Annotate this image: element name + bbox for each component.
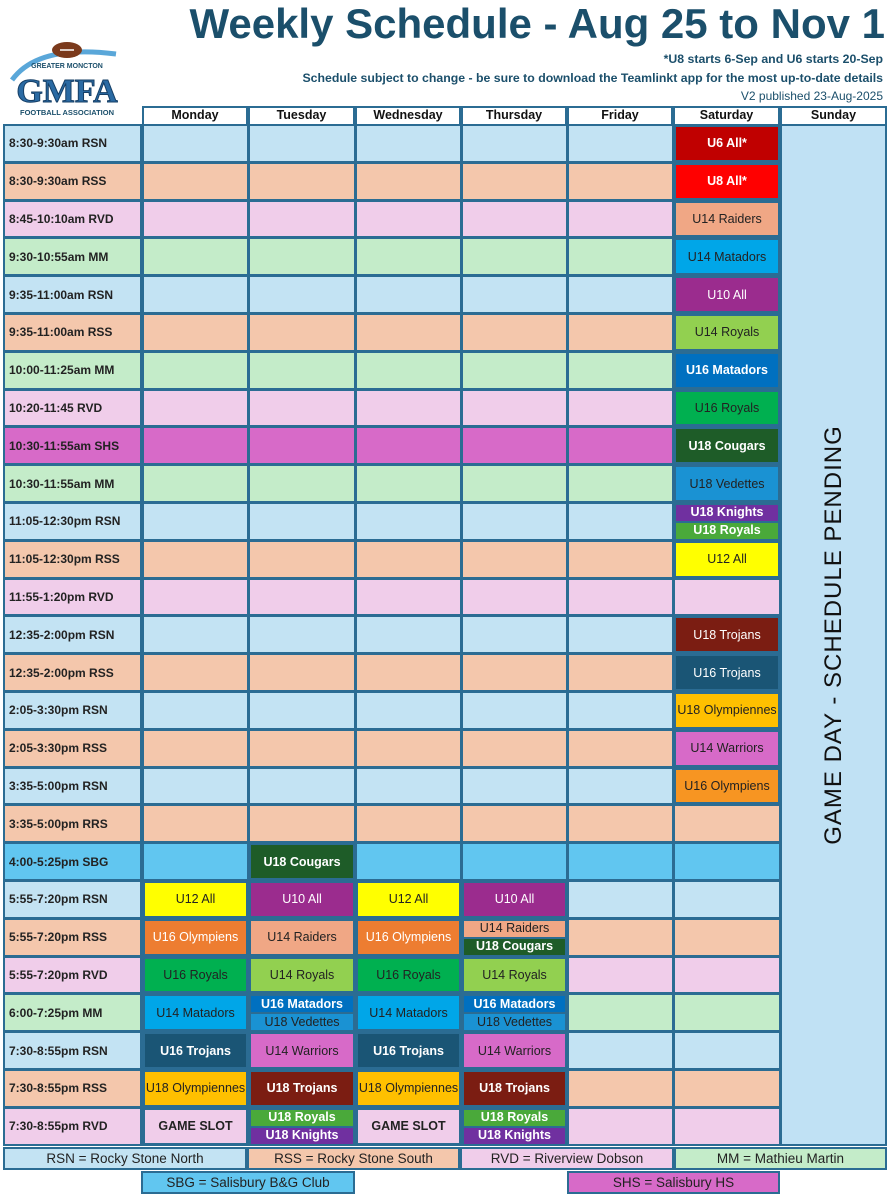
time-slot-label: 11:05-12:30pm RSN: [3, 502, 142, 541]
empty-slot: [355, 124, 462, 163]
empty-slot: [248, 351, 356, 390]
empty-slot: [567, 880, 674, 919]
event-block[interactable]: U10 All: [675, 277, 779, 312]
empty-slot: [248, 502, 356, 541]
empty-slot: [248, 200, 356, 239]
empty-slot: [142, 162, 249, 201]
empty-slot: [567, 275, 674, 314]
empty-slot: [142, 426, 249, 465]
empty-slot: [355, 237, 462, 276]
empty-slot: [567, 956, 674, 995]
empty-slot: [142, 691, 249, 730]
empty-slot: [567, 426, 674, 465]
empty-slot: [248, 275, 356, 314]
empty-slot: [567, 842, 674, 881]
logo-bottom-text: FOOTBALL ASSOCIATION: [19, 108, 115, 117]
empty-slot: [461, 275, 568, 314]
event-block[interactable]: U18 Cougars: [675, 428, 779, 463]
empty-slot: [461, 162, 568, 201]
empty-slot: [142, 464, 249, 503]
event-block[interactable]: U18 Royals: [463, 1109, 566, 1127]
empty-slot: [567, 464, 674, 503]
empty-slot: [461, 124, 568, 163]
event-block[interactable]: U18 Olympiennes: [144, 1071, 247, 1106]
empty-slot: [673, 956, 781, 995]
empty-slot: [673, 918, 781, 957]
event-block[interactable]: U16 Royals: [675, 391, 779, 426]
empty-slot: [461, 729, 568, 768]
event-block[interactable]: U18 Olympiennes: [357, 1071, 460, 1106]
event-block[interactable]: U18 Knights: [250, 1127, 354, 1145]
empty-slot: [567, 1107, 674, 1146]
empty-slot: [355, 502, 462, 541]
event-block[interactable]: U16 Matadors: [675, 353, 779, 388]
empty-slot: [142, 200, 249, 239]
empty-slot: [142, 653, 249, 692]
time-slot-label: 5:55-7:20pm RVD: [3, 956, 142, 995]
event-block[interactable]: U16 Trojans: [144, 1033, 247, 1068]
event-block[interactable]: U12 All: [357, 882, 460, 917]
event-block[interactable]: U14 Royals: [463, 958, 566, 993]
event-block[interactable]: U18 Vedettes: [463, 1013, 566, 1031]
event-block[interactable]: U18 Knights: [463, 1127, 566, 1145]
time-slot-label: 3:35-5:00pm RRS: [3, 804, 142, 843]
event-block[interactable]: U18 Trojans: [250, 1071, 354, 1106]
empty-slot: [142, 313, 249, 352]
page-title: Weekly Schedule - Aug 25 to Nov 1: [189, 0, 885, 47]
empty-slot: [355, 313, 462, 352]
empty-slot: [461, 389, 568, 428]
event-block[interactable]: U14 Royals: [250, 958, 354, 993]
day-header-thursday: Thursday: [461, 106, 567, 124]
day-header-wednesday: Wednesday: [355, 106, 461, 124]
empty-slot: [567, 993, 674, 1032]
empty-slot: [142, 804, 249, 843]
empty-slot: [567, 578, 674, 617]
empty-slot: [461, 426, 568, 465]
event-block[interactable]: U10 All: [463, 882, 566, 917]
time-slot-label: 2:05-3:30pm RSS: [3, 729, 142, 768]
event-block[interactable]: U14 Raiders: [463, 920, 566, 938]
event-block[interactable]: U16 Royals: [357, 958, 460, 993]
empty-slot: [673, 1031, 781, 1070]
empty-slot: [248, 653, 356, 692]
empty-slot: [567, 351, 674, 390]
event-block[interactable]: U14 Warriors: [250, 1033, 354, 1068]
empty-slot: [567, 615, 674, 654]
empty-slot: [673, 1069, 781, 1108]
empty-slot: [142, 351, 249, 390]
time-slot-label: 8:30-9:30am RSS: [3, 162, 142, 201]
empty-slot: [355, 615, 462, 654]
time-slot-label: 10:00-11:25am MM: [3, 351, 142, 390]
empty-slot: [567, 313, 674, 352]
empty-slot: [355, 842, 462, 881]
empty-slot: [355, 691, 462, 730]
empty-slot: [355, 464, 462, 503]
empty-slot: [673, 1107, 781, 1146]
empty-slot: [248, 124, 356, 163]
time-slot-label: 4:00-5:25pm SBG: [3, 842, 142, 881]
event-block[interactable]: U6 All*: [675, 126, 779, 161]
time-slot-label: 7:30-8:55pm RVD: [3, 1107, 142, 1146]
event-block[interactable]: U18 Olympiennes: [675, 693, 779, 728]
empty-slot: [355, 162, 462, 201]
event-block[interactable]: U14 Warriors: [675, 731, 779, 766]
event-block[interactable]: U14 Raiders: [250, 920, 354, 955]
time-slot-label: 10:20-11:45 RVD: [3, 389, 142, 428]
empty-slot: [142, 729, 249, 768]
event-block[interactable]: U18 Royals: [250, 1109, 354, 1127]
empty-slot: [567, 804, 674, 843]
event-block[interactable]: U16 Olympiens: [675, 769, 779, 804]
time-slot-label: 3:35-5:00pm RSN: [3, 767, 142, 806]
empty-slot: [673, 880, 781, 919]
time-slot-label: 8:45-10:10am RVD: [3, 200, 142, 239]
empty-slot: [355, 275, 462, 314]
day-header-sunday: Sunday: [780, 106, 887, 124]
empty-slot: [248, 464, 356, 503]
time-slot-label: 7:30-8:55pm RSN: [3, 1031, 142, 1070]
empty-slot: [461, 804, 568, 843]
empty-slot: [461, 691, 568, 730]
empty-slot: [248, 691, 356, 730]
empty-slot: [248, 313, 356, 352]
time-slot-label: 9:35-11:00am RSN: [3, 275, 142, 314]
empty-slot: [142, 275, 249, 314]
logo-main-text: GMFA: [16, 73, 118, 110]
event-block[interactable]: U18 Knights: [675, 504, 779, 522]
time-slot-label: 9:30-10:55am MM: [3, 237, 142, 276]
legend-item: SBG = Salisbury B&G Club: [141, 1171, 355, 1194]
event-block[interactable]: U14 Warriors: [463, 1033, 566, 1068]
empty-slot: [248, 578, 356, 617]
empty-slot: [461, 313, 568, 352]
empty-slot: [355, 578, 462, 617]
empty-slot: [567, 729, 674, 768]
empty-slot: [567, 918, 674, 957]
empty-slot: [567, 691, 674, 730]
time-slot-label: 10:30-11:55am SHS: [3, 426, 142, 465]
empty-slot: [567, 653, 674, 692]
time-slot-label: 5:55-7:20pm RSS: [3, 918, 142, 957]
empty-slot: [567, 1069, 674, 1108]
logo-top-text: GREATER MONCTON: [31, 63, 103, 70]
sunday-text: GAME DAY - SCHEDULE PENDING: [819, 425, 847, 845]
empty-slot: [142, 389, 249, 428]
empty-slot: [461, 502, 568, 541]
time-slot-label: 11:55-1:20pm RVD: [3, 578, 142, 617]
legend-item: RVD = Riverview Dobson: [460, 1147, 674, 1170]
empty-slot: [567, 1031, 674, 1070]
empty-slot: [355, 729, 462, 768]
empty-slot: [461, 578, 568, 617]
empty-slot: [355, 389, 462, 428]
empty-slot: [461, 237, 568, 276]
empty-slot: [355, 426, 462, 465]
time-slot-label: 5:55-7:20pm RSN: [3, 880, 142, 919]
empty-slot: [355, 804, 462, 843]
event-block[interactable]: GAME SLOT: [144, 1109, 247, 1144]
empty-slot: [673, 578, 781, 617]
event-block[interactable]: U12 All: [675, 542, 779, 577]
event-block[interactable]: U18 Cougars: [250, 844, 354, 879]
time-slot-label: 7:30-8:55pm RSS: [3, 1069, 142, 1108]
schedule-change-note: Schedule subject to change - be sure to download the Teamlinkt app for the most up-to-date details: [302, 71, 883, 85]
empty-slot: [567, 124, 674, 163]
legend-item: MM = Mathieu Martin: [674, 1147, 887, 1170]
legend-item: SHS = Salisbury HS: [567, 1171, 780, 1194]
empty-slot: [142, 502, 249, 541]
empty-slot: [673, 842, 781, 881]
event-block[interactable]: U16 Matadors: [250, 995, 354, 1013]
empty-slot: [248, 540, 356, 579]
empty-slot: [355, 200, 462, 239]
event-block[interactable]: U10 All: [250, 882, 354, 917]
empty-slot: [461, 653, 568, 692]
time-slot-label: 6:00-7:25pm MM: [3, 993, 142, 1032]
event-block[interactable]: U16 Olympiens: [144, 920, 247, 955]
empty-slot: [567, 389, 674, 428]
day-header-saturday: Saturday: [673, 106, 780, 124]
empty-slot: [673, 993, 781, 1032]
event-block[interactable]: U14 Matadors: [675, 239, 779, 274]
empty-slot: [355, 351, 462, 390]
empty-slot: [248, 615, 356, 654]
legend-item: RSN = Rocky Stone North: [3, 1147, 247, 1170]
event-block[interactable]: U8 All*: [675, 164, 779, 199]
event-block[interactable]: U16 Trojans: [675, 655, 779, 690]
empty-slot: [461, 767, 568, 806]
empty-slot: [355, 767, 462, 806]
legend-item: RSS = Rocky Stone South: [247, 1147, 460, 1170]
empty-slot: [248, 804, 356, 843]
empty-slot: [248, 162, 356, 201]
event-block[interactable]: U18 Vedettes: [675, 466, 779, 501]
day-header-friday: Friday: [567, 106, 673, 124]
empty-slot: [248, 389, 356, 428]
empty-slot: [248, 729, 356, 768]
event-block[interactable]: U14 Matadors: [357, 995, 460, 1030]
empty-slot: [142, 124, 249, 163]
version-note: V2 published 23-Aug-2025: [740, 89, 883, 103]
empty-slot: [142, 767, 249, 806]
day-header-monday: Monday: [142, 106, 248, 124]
empty-slot: [461, 615, 568, 654]
empty-slot: [355, 653, 462, 692]
event-block[interactable]: U16 Olympiens: [357, 920, 460, 955]
empty-slot: [142, 237, 249, 276]
sunday-game-day: [780, 124, 887, 1146]
empty-slot: [142, 842, 249, 881]
event-block[interactable]: U18 Vedettes: [250, 1013, 354, 1031]
empty-slot: [248, 237, 356, 276]
empty-slot: [461, 351, 568, 390]
empty-slot: [248, 767, 356, 806]
event-block[interactable]: U18 Trojans: [463, 1071, 566, 1106]
empty-slot: [461, 200, 568, 239]
time-slot-label: 2:05-3:30pm RSN: [3, 691, 142, 730]
time-slot-label: 8:30-9:30am RSN: [3, 124, 142, 163]
time-slot-label: 10:30-11:55am MM: [3, 464, 142, 503]
empty-slot: [673, 804, 781, 843]
empty-slot: [355, 540, 462, 579]
time-slot-label: 11:05-12:30pm RSS: [3, 540, 142, 579]
event-block[interactable]: U14 Matadors: [144, 995, 247, 1030]
empty-slot: [142, 578, 249, 617]
empty-slot: [142, 615, 249, 654]
time-slot-label: 12:35-2:00pm RSS: [3, 653, 142, 692]
event-block[interactable]: U16 Trojans: [357, 1033, 460, 1068]
event-block[interactable]: U18 Cougars: [463, 938, 566, 956]
event-block[interactable]: U16 Matadors: [463, 995, 566, 1013]
schedule-grid: [3, 106, 887, 1142]
empty-slot: [142, 540, 249, 579]
empty-slot: [567, 162, 674, 201]
event-block[interactable]: U18 Trojans: [675, 617, 779, 652]
event-block[interactable]: U12 All: [144, 882, 247, 917]
time-slot-label: 12:35-2:00pm RSN: [3, 615, 142, 654]
empty-slot: [461, 842, 568, 881]
empty-slot: [461, 464, 568, 503]
empty-slot: [567, 237, 674, 276]
day-header-tuesday: Tuesday: [248, 106, 355, 124]
empty-slot: [461, 540, 568, 579]
event-block[interactable]: U18 Royals: [675, 522, 779, 540]
empty-slot: [567, 502, 674, 541]
time-slot-label: 9:35-11:00am RSS: [3, 313, 142, 352]
empty-slot: [567, 767, 674, 806]
event-block[interactable]: U14 Royals: [675, 315, 779, 350]
event-block[interactable]: U14 Raiders: [675, 202, 779, 237]
event-block[interactable]: GAME SLOT: [357, 1109, 460, 1144]
start-dates-note: *U8 starts 6-Sep and U6 starts 20-Sep: [663, 52, 883, 66]
empty-slot: [248, 426, 356, 465]
empty-slot: [567, 540, 674, 579]
empty-slot: [567, 200, 674, 239]
event-block[interactable]: U16 Royals: [144, 958, 247, 993]
